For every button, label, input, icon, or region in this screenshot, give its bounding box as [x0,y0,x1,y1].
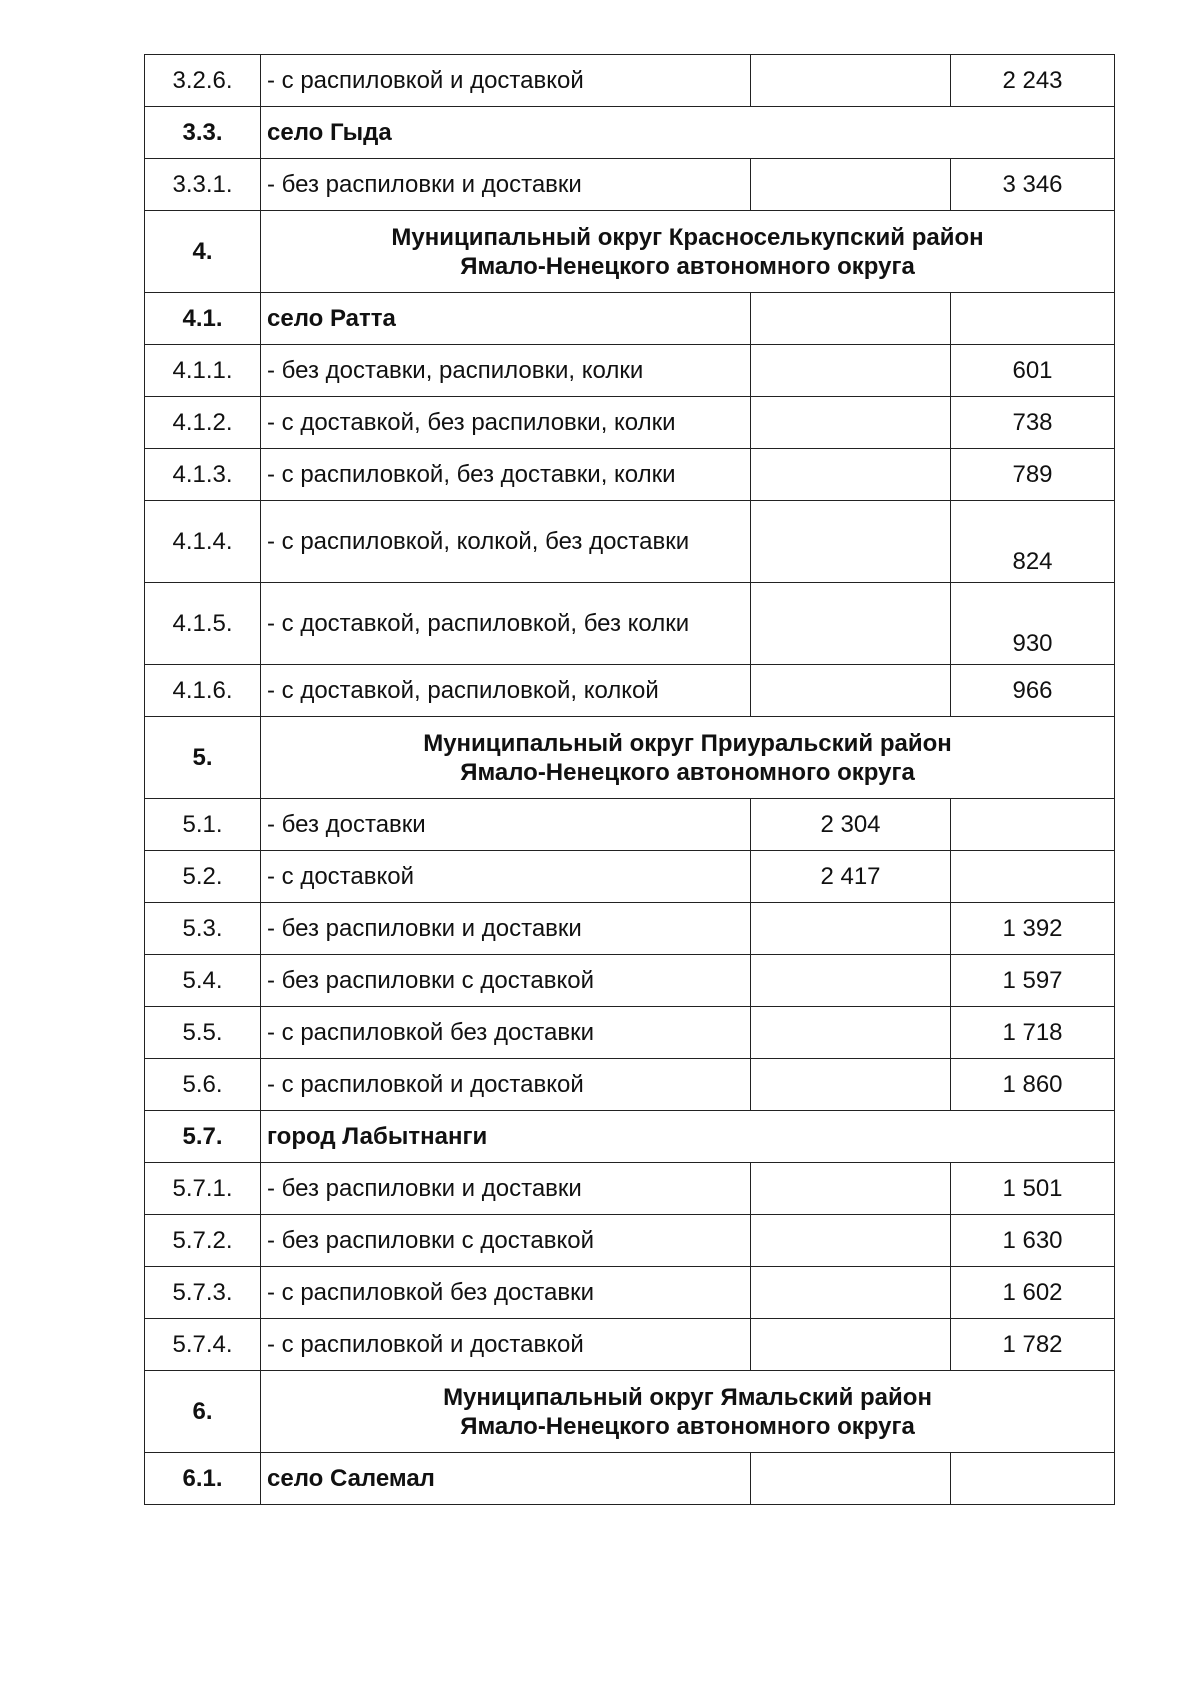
table-row [145,955,1115,1007]
value-column-2: 3 346 [951,159,1115,211]
value-column-2: 1 597 [951,955,1115,1007]
row-description: - без распиловки и доставки [261,1163,751,1215]
row-description: - с распиловкой, колкой, без доставки [261,501,751,583]
value-column-2 [951,293,1115,345]
row-number: 5.2. [145,851,261,903]
table-row [145,1163,1115,1215]
value-column-2: 930 [951,583,1115,665]
table-row [145,397,1115,449]
row-number: 4.1.5. [145,583,261,665]
table-row [145,55,1115,107]
value-column-1 [751,1267,951,1319]
value-column-2: 738 [951,397,1115,449]
row-number: 5.6. [145,1059,261,1111]
value-column-1 [751,1007,951,1059]
value-column-1 [751,955,951,1007]
region-title-line-2: Ямало-Ненецкого автономного округа [460,252,915,280]
row-description: - с распиловкой, без доставки, колки [261,449,751,501]
table-row [145,345,1115,397]
value-column-1 [751,903,951,955]
row-description: - с распиловкой и доставкой [261,1319,751,1371]
value-column-1 [751,1319,951,1371]
locality-row [145,107,1115,159]
value-column-2: 1 501 [951,1163,1115,1215]
table-row [145,1059,1115,1111]
value-column-2: 1 602 [951,1267,1115,1319]
table-row [145,665,1115,717]
table-row [145,501,1115,583]
value-column-2: 789 [951,449,1115,501]
value-column-1 [751,159,951,211]
value-column-2: 1 392 [951,903,1115,955]
region-title-line-1: Муниципальный округ Приуральский район [423,729,952,757]
tariff-table-body [145,55,1115,1505]
value-column-1 [751,397,951,449]
row-description: - с распиловкой без доставки [261,1267,751,1319]
table-row [145,583,1115,665]
row-number: 5.7.3. [145,1267,261,1319]
value-column-1: 2 304 [751,799,951,851]
value-column-2: 1 630 [951,1215,1115,1267]
table-row [145,1215,1115,1267]
value-column-1 [751,55,951,107]
locality-name: город Лабытнанги [261,1111,1115,1163]
row-number: 4.1.3. [145,449,261,501]
row-number: 4.1.6. [145,665,261,717]
region-title [261,211,1115,293]
value-column-2: 601 [951,345,1115,397]
row-number: 5.7.1. [145,1163,261,1215]
value-column-2 [951,1453,1115,1505]
value-column-1 [751,583,951,665]
value-column-1 [751,1453,951,1505]
tariff-table [144,54,1115,1505]
value-column-1 [751,449,951,501]
region-number: 4. [145,211,261,293]
row-description: - без распиловки с доставкой [261,955,751,1007]
table-row [145,851,1115,903]
row-description: - с распиловкой и доставкой [261,1059,751,1111]
value-column-2: 824 [951,501,1115,583]
region-title-line-1: Муниципальный округ Ямальский район [443,1383,932,1411]
region-header-row [145,211,1115,293]
locality-row [145,1453,1115,1505]
row-description: - с распиловкой без доставки [261,1007,751,1059]
value-column-2 [951,799,1115,851]
locality-name: село Ратта [261,293,751,345]
row-description: - без распиловки и доставки [261,903,751,955]
row-number: 4.1.1. [145,345,261,397]
table-row [145,159,1115,211]
row-description: - без распиловки и доставки [261,159,751,211]
row-number: 4.1.2. [145,397,261,449]
locality-number: 6.1. [145,1453,261,1505]
table-row [145,799,1115,851]
row-description: - с доставкой, распиловкой, колкой [261,665,751,717]
table-row [145,1267,1115,1319]
region-title [261,717,1115,799]
region-title-line-2: Ямало-Ненецкого автономного округа [460,1412,915,1440]
region-header-row [145,717,1115,799]
row-description: - с доставкой, без распиловки, колки [261,397,751,449]
row-number: 4.1.4. [145,501,261,583]
table-row [145,1319,1115,1371]
row-number: 5.5. [145,1007,261,1059]
region-number: 5. [145,717,261,799]
row-number: 3.3.1. [145,159,261,211]
row-description: - без распиловки с доставкой [261,1215,751,1267]
row-number: 5.7.4. [145,1319,261,1371]
value-column-2 [951,851,1115,903]
row-number: 5.4. [145,955,261,1007]
row-description: - без доставки, распиловки, колки [261,345,751,397]
locality-number: 4.1. [145,293,261,345]
locality-row [145,1111,1115,1163]
locality-name: село Гыда [261,107,1115,159]
value-column-1: 2 417 [751,851,951,903]
region-header-row [145,1371,1115,1453]
locality-name: село Салемал [261,1453,751,1505]
row-number: 5.3. [145,903,261,955]
region-title-line-2: Ямало-Ненецкого автономного округа [460,758,915,786]
row-description: - с доставкой, распиловкой, без колки [261,583,751,665]
region-title-line-1: Муниципальный округ Красноселькупский район [391,223,984,251]
value-column-2: 2 243 [951,55,1115,107]
value-column-2: 1 718 [951,1007,1115,1059]
locality-number: 5.7. [145,1111,261,1163]
value-column-2: 1 860 [951,1059,1115,1111]
row-number: 3.2.6. [145,55,261,107]
value-column-1 [751,345,951,397]
locality-row [145,293,1115,345]
value-column-2: 966 [951,665,1115,717]
row-description: - с доставкой [261,851,751,903]
value-column-1 [751,1059,951,1111]
row-description: - с распиловкой и доставкой [261,55,751,107]
value-column-2: 1 782 [951,1319,1115,1371]
value-column-1 [751,665,951,717]
value-column-1 [751,501,951,583]
row-number: 5.7.2. [145,1215,261,1267]
table-row [145,903,1115,955]
row-description: - без доставки [261,799,751,851]
value-column-1 [751,1215,951,1267]
region-title [261,1371,1115,1453]
value-column-1 [751,1163,951,1215]
locality-number: 3.3. [145,107,261,159]
region-number: 6. [145,1371,261,1453]
table-row [145,449,1115,501]
value-column-1 [751,293,951,345]
table-row [145,1007,1115,1059]
row-number: 5.1. [145,799,261,851]
